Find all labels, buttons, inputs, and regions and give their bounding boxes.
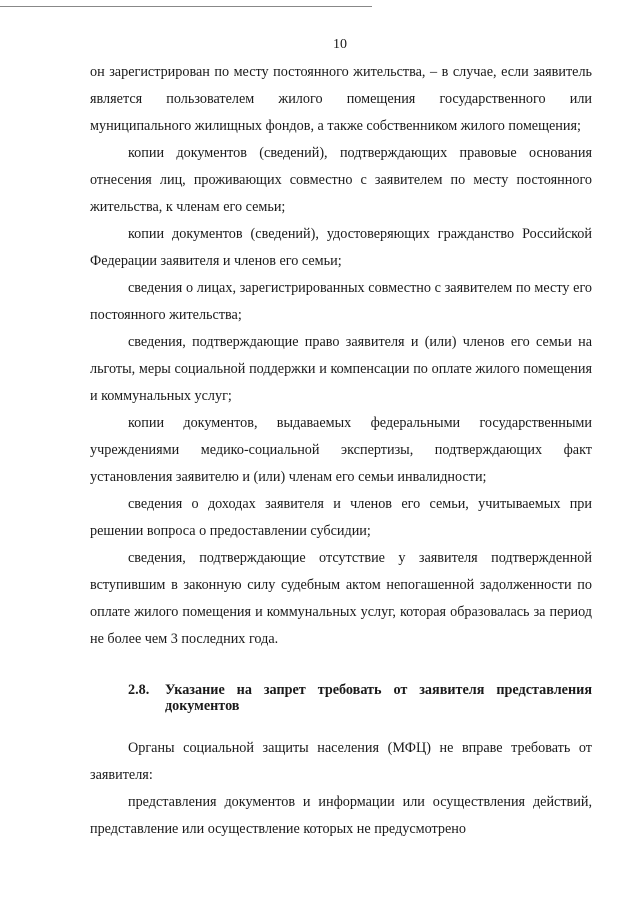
section-number: 2.8. <box>128 682 150 698</box>
paragraph: копии документов (сведений), подтверждающих правовые основания отнесения лиц, проживающих совместно с заявителем по месту постоянного жительства, к членам его семьи; <box>90 145 592 215</box>
top-rule <box>0 6 372 7</box>
document-body <box>90 59 592 843</box>
paragraph: Органы социальной защиты населения (МФЦ) не вправе требовать от заявителя: <box>90 740 592 783</box>
paragraphs-after <box>90 735 592 843</box>
paragraph: копии документов, выдаваемых федеральными государственными учреждениями медико-социальной экспертизы, подтверждающих факт установления заявителю и (или) членам его семьи инвалидности; <box>90 415 592 485</box>
paragraph: представления документов и информации или осуществления действий, представление или осуществление которых не предусмотрено <box>90 794 592 837</box>
paragraph: сведения о лицах, зарегистрированных совместно с заявителем по месту его постоянного жительства; <box>90 280 592 323</box>
paragraph: сведения, подтверждающие право заявителя и (или) членов его семьи на льготы, меры социальной поддержки и компенсации по оплате жилого помещения и коммунальных услуг; <box>90 334 592 404</box>
section-title: Указание на запрет требовать от заявителя представления документов <box>165 682 592 714</box>
paragraphs-before <box>90 59 592 653</box>
section-heading <box>90 682 592 714</box>
paragraph: копии документов (сведений), удостоверяющих гражданство Российской Федерации заявителя и членов его семьи; <box>90 226 592 269</box>
page-number: 10 <box>333 37 347 52</box>
paragraph: сведения, подтверждающие отсутствие у заявителя подтвержденной вступившим в законную силу судебным актом непогашенной задолженности по оплате жилого помещения и коммунальных услуг, которая образовалась за период не более чем 3 последних года. <box>90 550 592 647</box>
paragraph: сведения о доходах заявителя и членов его семьи, учитываемых при решении вопроса о предоставлении субсидии; <box>90 496 592 539</box>
paragraph: он зарегистрирован по месту постоянного жительства, – в случае, если заявитель является пользователем жилого помещения государственного или муниципального жилищных фондов, а также собственником жилого помещения; <box>90 64 592 134</box>
